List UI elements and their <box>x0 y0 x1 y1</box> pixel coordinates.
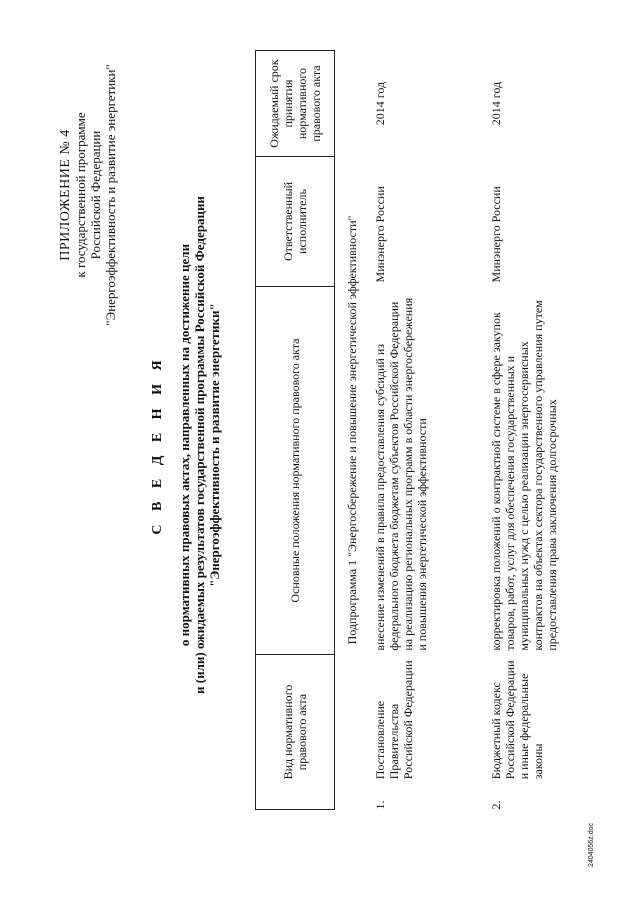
table-header-row <box>256 51 335 810</box>
appendix-line-3: "Энергоэффективность и развитие энергетики" <box>103 64 118 326</box>
row-number: 2. <box>489 800 503 810</box>
heading-line-2: и (или) ожидаемых результатов государственной программы Российской Федерации <box>192 196 207 694</box>
header-deadline: Ожидаемый срок принятия нормативного правового акта <box>256 51 335 157</box>
table-row <box>371 51 487 810</box>
heading-line-1: о нормативных правовых актах, направленных на достижение цели <box>177 243 192 647</box>
row-act-type: Постановление Правительства Российской Федерации <box>373 660 415 780</box>
file-name-footer: 2404056z.doc <box>588 823 595 867</box>
row-deadline: 2014 год <box>489 81 503 126</box>
heading-line-3: "Энергоэффективность и развитие энергетики" <box>207 303 222 587</box>
legal-acts-table <box>255 50 563 810</box>
row-provisions: внесение изменений в правила предоставления субсидий из федерального бюджета бюджетам субъектов Российской Федерации на реализацию региональных программ в области энергосбережения и повышения энергетической эффективности <box>373 297 429 651</box>
appendix-line-2: Российской Федерации <box>88 130 103 260</box>
subprogram-row <box>335 51 372 810</box>
header-act-type: Вид нормативного правового акта <box>256 655 335 810</box>
table-row <box>487 51 563 810</box>
heading-title: С В Е Д Е Н И Я <box>150 355 165 535</box>
appendix-line-1: к государственной программе <box>73 112 88 278</box>
row-executor: Минэнерго России <box>489 186 503 283</box>
row-deadline: 2014 год <box>373 81 387 126</box>
header-executor: Ответственный исполнитель <box>256 157 335 287</box>
row-number: 1. <box>373 800 387 810</box>
row-provisions: корректировка положений о контрактной системе в сфере закупок товаров, работ, услуг для обеспечения государственных и муниципальных нужд с целью реализации энергосервисных контрактов на объектах сектора государственного управления путем предоставления права заключения долгосрочных <box>489 300 559 651</box>
row-act-type: Бюджетный кодекс Российской Федерации и иные федеральные законы <box>489 660 545 780</box>
document-heading <box>150 165 222 725</box>
appendix-block <box>58 45 118 345</box>
appendix-title: ПРИЛОЖЕНИЕ № 4 <box>58 129 73 261</box>
header-provisions: Основные положения нормативного правового акта <box>256 286 335 654</box>
subprogram-title: Подпрограмма 1 "Энергосбережение и повышение энергетической эффективности" <box>345 215 359 645</box>
row-executor: Минэнерго России <box>373 186 387 283</box>
